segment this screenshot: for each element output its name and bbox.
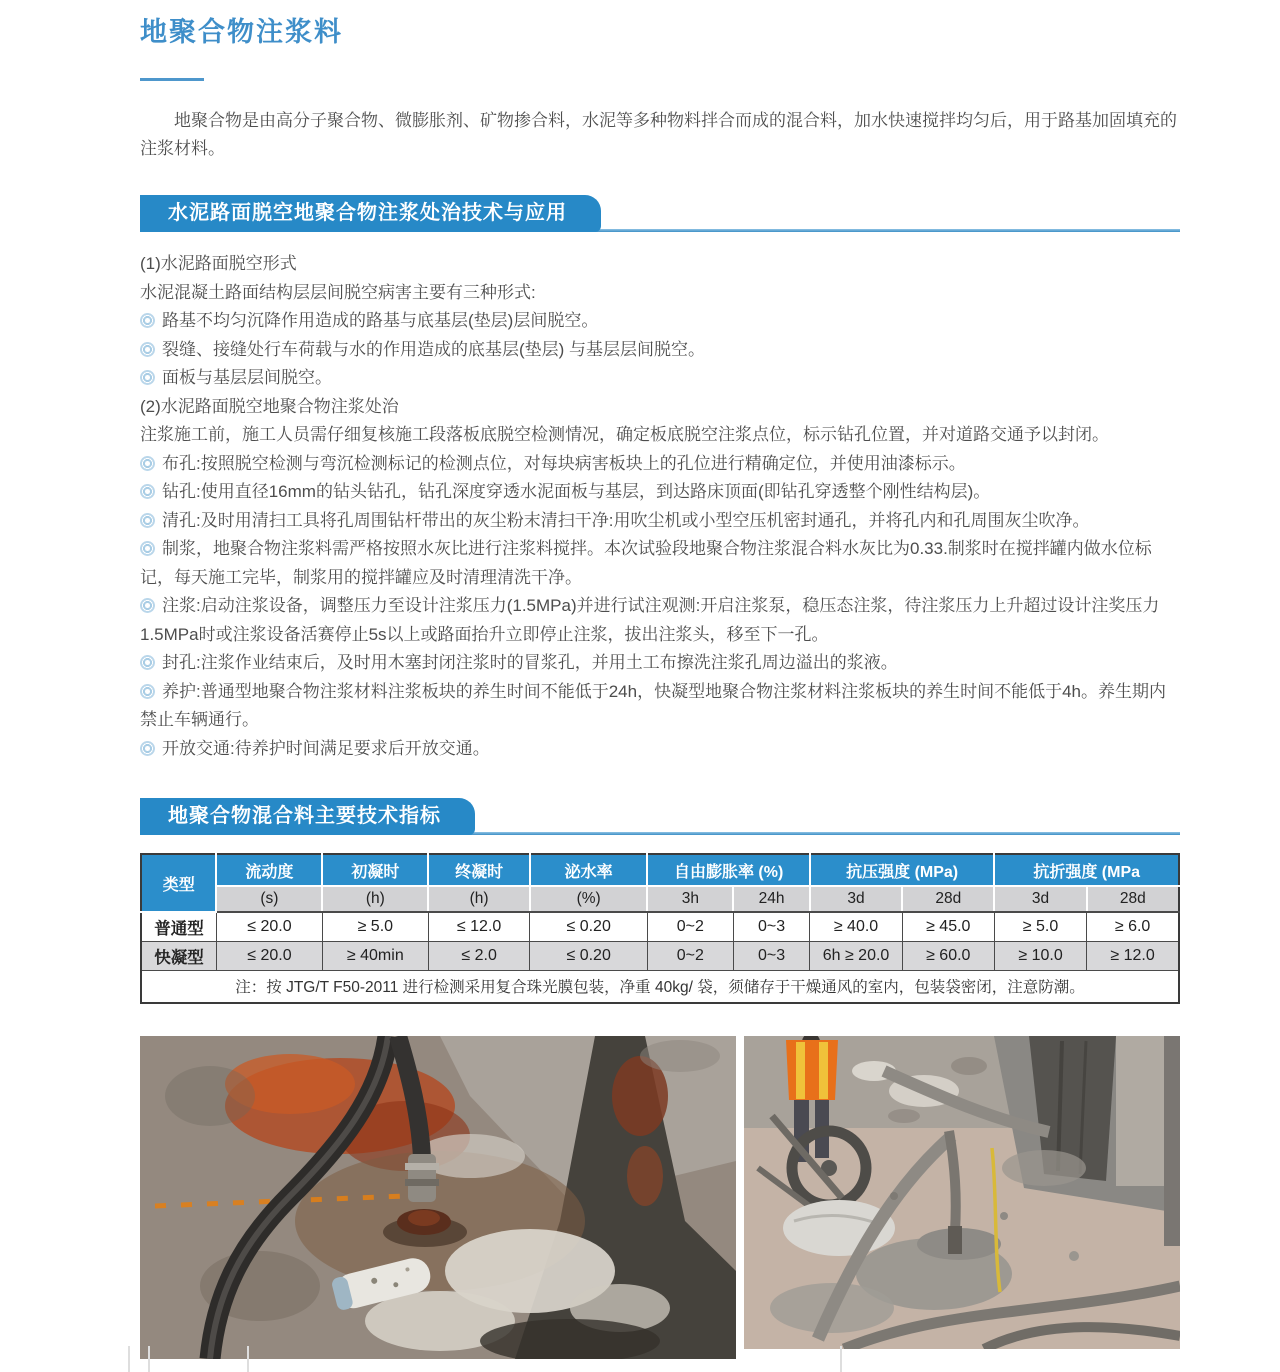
table-unit-cell: (s)	[216, 886, 322, 912]
photo-row	[140, 1036, 1180, 1359]
bullet-item	[140, 336, 1180, 365]
page-title: 地聚合物注浆料	[140, 17, 343, 47]
bullet-item	[140, 678, 1180, 735]
table-cell: ≤ 0.20	[530, 941, 647, 970]
bullet-text: 开放交通:待养护时间满足要求后开放交通。	[162, 738, 490, 758]
bullet-text: 注浆:启动注浆设备，调整压力至设计注浆压力(1.5MPa)并进行试注观测:开启注浆泵，稳压态注浆，待注浆压力上升超过设计注奖压力1.5MPa时或注浆设备活赛停止5s以上或路面抬升立即停止注浆，拔出注浆头，移至下一孔。	[140, 596, 1160, 644]
page-artifact	[148, 1346, 150, 1372]
bullet-icon	[140, 684, 155, 699]
section2-banner: 地聚合物混合料主要技术指标	[140, 798, 475, 835]
section1-banner-row	[140, 195, 1180, 232]
table-unit-cell: 3d	[810, 886, 902, 912]
bullet-icon	[140, 342, 155, 357]
table-cell: ≤ 0.20	[530, 912, 647, 941]
bullet-icon	[140, 598, 155, 613]
table-corner-header: 类型	[141, 854, 216, 912]
bullet-item	[140, 307, 1180, 336]
photo-grouting-site-worker	[744, 1036, 1180, 1349]
table-header-cell: 初凝时	[322, 854, 428, 886]
bullet-text: 清孔:及时用清扫工具将孔周围钻杆带出的灰尘粉末清扫干净:用吹尘机或小型空压机密封通孔，并将孔内和孔周围灰尘吹净。	[162, 510, 1090, 530]
section1-banner: 水泥路面脱空地聚合物注浆处治技术与应用	[140, 195, 601, 232]
bullet-text: 养护:普通型地聚合物注浆材料注浆板块的养生时间不能低于24h，快凝型地聚合物注浆材料注浆板块的养生时间不能低于4h。养生期内禁止车辆通行。	[140, 681, 1166, 729]
bullet-icon	[140, 456, 155, 471]
table-header-cell: 抗折强度 (MPa	[994, 854, 1179, 886]
bullet-text: 面板与基层层间脱空。	[162, 368, 332, 387]
table-header-cell: 抗压强度 (MPa)	[810, 854, 995, 886]
bullet-icon	[140, 655, 155, 670]
table-unit-cell: 3d	[994, 886, 1086, 912]
bullet-icon	[140, 513, 155, 528]
table-cell: 0~3	[733, 941, 810, 970]
table-unit-cell: 24h	[733, 886, 810, 912]
table-cell: ≤ 20.0	[216, 941, 322, 970]
table-cell: ≥ 10.0	[994, 941, 1086, 970]
bullet-item	[140, 535, 1180, 592]
bullet-item	[140, 649, 1180, 678]
table-note: 注：按 JTG/T F50-2011 进行检测采用复合珠光膜包装，净重 40kg/ 袋，须储存于干燥通风的室内，包装袋密闭，注意防潮。	[141, 970, 1179, 1003]
table-unit-cell: (%)	[530, 886, 647, 912]
bullet-item	[140, 735, 1180, 764]
text-line: (1)水泥路面脱空形式	[140, 254, 297, 273]
table-unit-cell: 3h	[647, 886, 733, 912]
table-row	[141, 941, 1179, 970]
table-row-type: 快凝型	[141, 941, 216, 970]
bullet-text: 裂缝、接缝处行车荷载与水的作用造成的底基层(垫层) 与基层层间脱空。	[162, 339, 706, 359]
text-line: 水泥混凝土路面结构层层间脱空病害主要有三种形式:	[140, 282, 536, 302]
worker-safety-vest	[786, 1040, 838, 1100]
text-line: (2)水泥路面脱空地聚合物注浆处治	[140, 396, 399, 416]
table-header-cell: 流动度	[216, 854, 322, 886]
table-cell: ≤ 20.0	[216, 912, 322, 941]
table-header-cell: 终凝时	[428, 854, 530, 886]
table-cell: ≥ 45.0	[902, 912, 994, 941]
spec-table	[140, 853, 1180, 1004]
page-artifact	[247, 1346, 249, 1372]
page-artifact	[840, 1346, 842, 1372]
bullet-item	[140, 507, 1180, 536]
intro-paragraph: 地聚合物是由高分子聚合物、微膨胀剂、矿物掺合料，水泥等多种物料拌合而成的混合料，加水快速搅拌均匀后，用于路基加固填充的注浆材料。	[140, 111, 1177, 158]
table-header-cell: 自由膨胀率 (%)	[647, 854, 810, 886]
bullet-icon	[140, 370, 155, 385]
section2-banner-row	[140, 798, 1180, 835]
table-cell: ≤ 12.0	[428, 912, 530, 941]
title-underline	[140, 78, 204, 81]
table-cell: ≥ 6.0	[1087, 912, 1179, 941]
hose-coupling	[408, 1154, 436, 1202]
page-artifact	[128, 1346, 130, 1372]
table-cell: 0~2	[647, 941, 733, 970]
table-cell: ≥ 60.0	[902, 941, 994, 970]
table-cell: ≥ 12.0	[1087, 941, 1179, 970]
table-cell: ≥ 40min	[322, 941, 428, 970]
table-cell: ≥ 5.0	[322, 912, 428, 941]
bullet-item	[140, 364, 1180, 393]
bullet-text: 布孔:按照脱空检测与弯沉检测标记的检测点位，对每块病害板块上的孔位进行精确定位，并使用油漆标示。	[162, 453, 966, 473]
table-cell: 0~2	[647, 912, 733, 941]
photo-grouting-hole-pavement	[140, 1036, 736, 1359]
table-unit-cell: (h)	[322, 886, 428, 912]
bullet-text: 钻孔:使用直径16mm的钻头钻孔，钻孔深度穿透水泥面板与基层，到达路床顶面(即钻孔穿透整个刚性结构层)。	[162, 482, 991, 501]
table-cell: 0~3	[733, 912, 810, 941]
bullet-icon	[140, 541, 155, 556]
table-cell: 6h ≥ 20.0	[810, 941, 902, 970]
table-cell: ≤ 2.0	[428, 941, 530, 970]
bullet-icon	[140, 484, 155, 499]
bullet-item	[140, 450, 1180, 479]
section1-body	[140, 250, 1180, 763]
table-cell: ≥ 40.0	[810, 912, 902, 941]
table-row-type: 普通型	[141, 912, 216, 941]
table-row	[141, 912, 1179, 941]
table-unit-cell: 28d	[1087, 886, 1179, 912]
table-unit-cell: (h)	[428, 886, 530, 912]
bullet-text: 封孔:注浆作业结束后，及时用木塞封闭注浆时的冒浆孔，并用土工布擦洗注浆孔周边溢出的浆液。	[162, 653, 898, 672]
bullet-item	[140, 478, 1180, 507]
bullet-text: 制浆，地聚合物注浆料需严格按照水灰比进行注浆料搅拌。本次试验段地聚合物注浆混合料水灰比为0.33.制浆时在搅拌罐内做水位标记，每天施工完毕，制浆用的搅拌罐应及时清理清洗干净。	[140, 539, 1152, 587]
bullet-icon	[140, 313, 155, 328]
table-header-cell: 泌水率	[530, 854, 647, 886]
bullet-item	[140, 592, 1180, 649]
text-line: 注浆施工前，施工人员需仔细复核施工段落板底脱空检测情况，确定板底脱空注浆点位，标示钻孔位置，并对道路交通予以封闭。	[140, 425, 1109, 444]
bullet-text: 路基不均匀沉降作用造成的路基与底基层(垫层)层间脱空。	[162, 311, 599, 330]
table-unit-cell: 28d	[902, 886, 994, 912]
table-cell: ≥ 5.0	[994, 912, 1086, 941]
bullet-icon	[140, 741, 155, 756]
